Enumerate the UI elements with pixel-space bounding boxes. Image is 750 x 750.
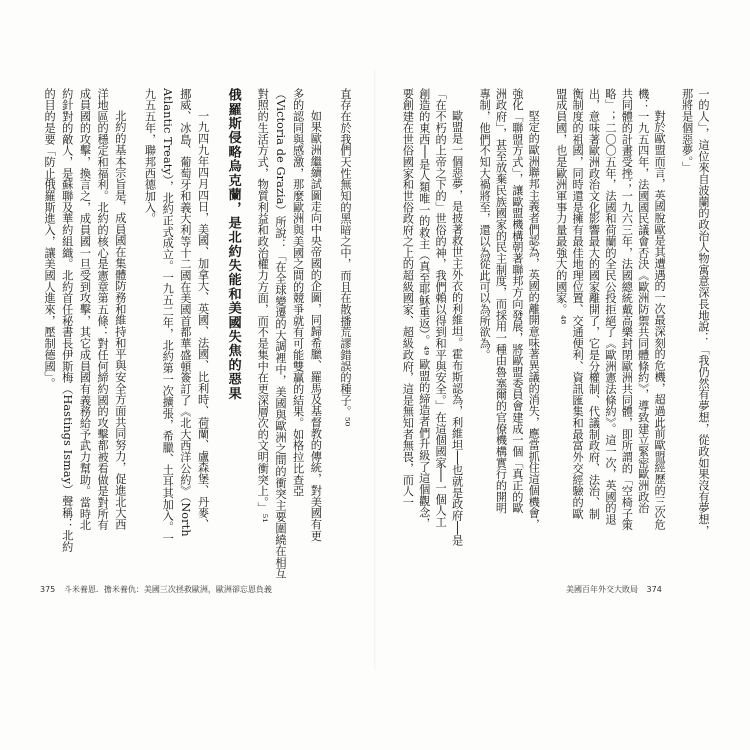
page-number: 375: [40, 585, 56, 594]
left-page: [38, 88, 354, 600]
text-column: 歐盟是一個惡夢，是披著救世主外衣的利維坦。霍布斯認為，利維坦──也就是政府──是: [450, 110, 464, 547]
text-column: 多的認同與感激，那麼歐洲與美國之間的競爭就有可能雙贏的結果。如格拉比查亞: [291, 88, 305, 497]
text-column: Atlantic Treaty），北約正式成立。一九五二年，北約第一次擴張，希臘、土耳其加入。一: [161, 88, 175, 544]
text-column: 北約的基本宗旨是，成員國在集體防務和維持和平與安全方面共同努力，促進北大西: [113, 110, 127, 530]
text-column: 洲政府」，甚至放棄民族國家的民主制度，而採用一種由魯塞爾的官僚機構實行的開明: [494, 88, 508, 514]
right-page: [400, 88, 712, 600]
text-column: 的目的是要「防止俄羅斯進入，讓美國人進來，壓制德國」。: [43, 88, 57, 389]
page-number: 374: [646, 585, 662, 594]
section-heading: 俄羅斯侵略烏克蘭，是北約失能和美國失焦的惡果: [225, 88, 241, 401]
section-heading-wrap: [222, 88, 244, 600]
text-column: 出，意味著歐洲政治文化影響最大的國家離開了，它是分權制、代議制政府、法治、制: [587, 88, 601, 520]
text-column: （Victoria de Grazia）所說：「在全球變遷的大調裡中，美國與歐洲之間的衝突主要圍繞在相互: [273, 88, 287, 580]
text-column: 一九四九年四月四日，美國、加拿大、英國、法國、比利時、荷蘭、盧森堡、丹麥、: [196, 110, 210, 530]
running-head: 美國百年外交大敗局: [566, 585, 638, 594]
paragraph-gap: [466, 88, 477, 600]
text-column: 創造的東西──是人類唯一的救主（真至耶穌重返）。⁴⁹ 歐盟的締造者們升級了這個觀念，: [417, 88, 431, 530]
text-column: 成員國的攻擊，換言之，成員國一旦受到攻擊，其它成員國有義務給予武力幫助。當時北: [78, 88, 92, 531]
text-column: 機：一九五四年，法國國民議會否決《歐洲防禦共同體條約》，導致建立緊密歐洲政治: [636, 88, 650, 514]
text-column: 約針對的敵人，是蘇聯及華約組織。北約首任秘書長伊斯梅（Hastings Ismay）聲稱：北約: [60, 88, 74, 553]
text-column: 一的人」，這位來自波蘭的政治人物寓意深長地說：「我仍然有夢想，從政如果沒有夢想，: [697, 88, 710, 537]
text-column: 要創建在世俗國家和世俗政府之上的超級國家、超級政府，這是無知者無畏，而人一: [401, 88, 415, 508]
text-column: 專制，他們不知大禍將至，還以為從此可以為所欲為。: [478, 88, 492, 361]
text-column: 洋地區的穩定和福利。北約的核心是憲章第五條：對任何締約國的攻擊都被看做是對所有: [96, 88, 110, 531]
paragraph-gap: [668, 88, 679, 600]
left-page-footer: [40, 584, 272, 595]
right-page-footer: [566, 584, 662, 595]
paragraph-gap: [542, 88, 553, 600]
text-column: 九五五年，聯邦西德加入。: [143, 88, 157, 225]
text-column: 衡制度的祖國，同時還是擁有最佳地理位置、交通便利、資訊匯集和最富外交經驗的歐: [571, 88, 585, 520]
paragraph-gap: [324, 88, 336, 600]
text-column: 共同體的計畫受挫；一九六三年，法國總統戴高樂封閉歐洲共同體，即所謂的「空椅子策: [620, 88, 634, 531]
text-column: 略」；二〇〇五年，法國和荷蘭的全民公投拒絕了《歐洲憲法條約》。這一次，英國的退: [603, 88, 617, 526]
text-column: 堅定的歐洲聯邦主義者們認為，英國的離開意味著異議的消失，應當抓住這個機會，: [527, 110, 541, 530]
text-column: 挪威、冰島、葡萄牙和義大利等十二國在美國首都華盛頓簽訂了《北大西洋公約》（North: [178, 88, 192, 537]
book-spine: [374, 70, 376, 670]
text-column: 「在不朽的上帝之下的」世俗的神，我們賴以得到和平與安全。」在這個國家──一個人工: [434, 88, 448, 528]
text-column: 盟成員國，也是歐洲軍事力量最強大的國家。⁴⁸: [554, 88, 568, 325]
text-column: 那將是個惡夢。」: [680, 88, 694, 174]
text-column: 強化「聯盟方式」，讓歐盟機構朝著聯邦方向發展，將歐盟委員會建成一個「真正的歐: [510, 88, 524, 514]
text-column: 如果歐洲繼續試圖走向中央帝國的企圖，同歸希臘、羅馬及基督教的傳統，對美國有更: [309, 110, 323, 542]
text-column: 對於歐盟而言，英國脫歐是其遭遇的一次最深刻的危機，超過此前歐盟經歷的三次危: [653, 110, 667, 530]
text-column: 對照的生活方式，物質利益和政治權力方面，而不是集中在更深層次的文明衝突上。」⁵¹: [256, 88, 270, 523]
running-head: 斗米養恩．擔米養仇：美國三次拯救歐洲，歐洲卻忘恩負義: [63, 585, 272, 594]
paragraph-gap: [129, 88, 141, 600]
text-column: 直存在於我們天性無知的黑暗之中，而且在散播荒謬錯誤的種子。⁵⁰: [339, 88, 352, 427]
